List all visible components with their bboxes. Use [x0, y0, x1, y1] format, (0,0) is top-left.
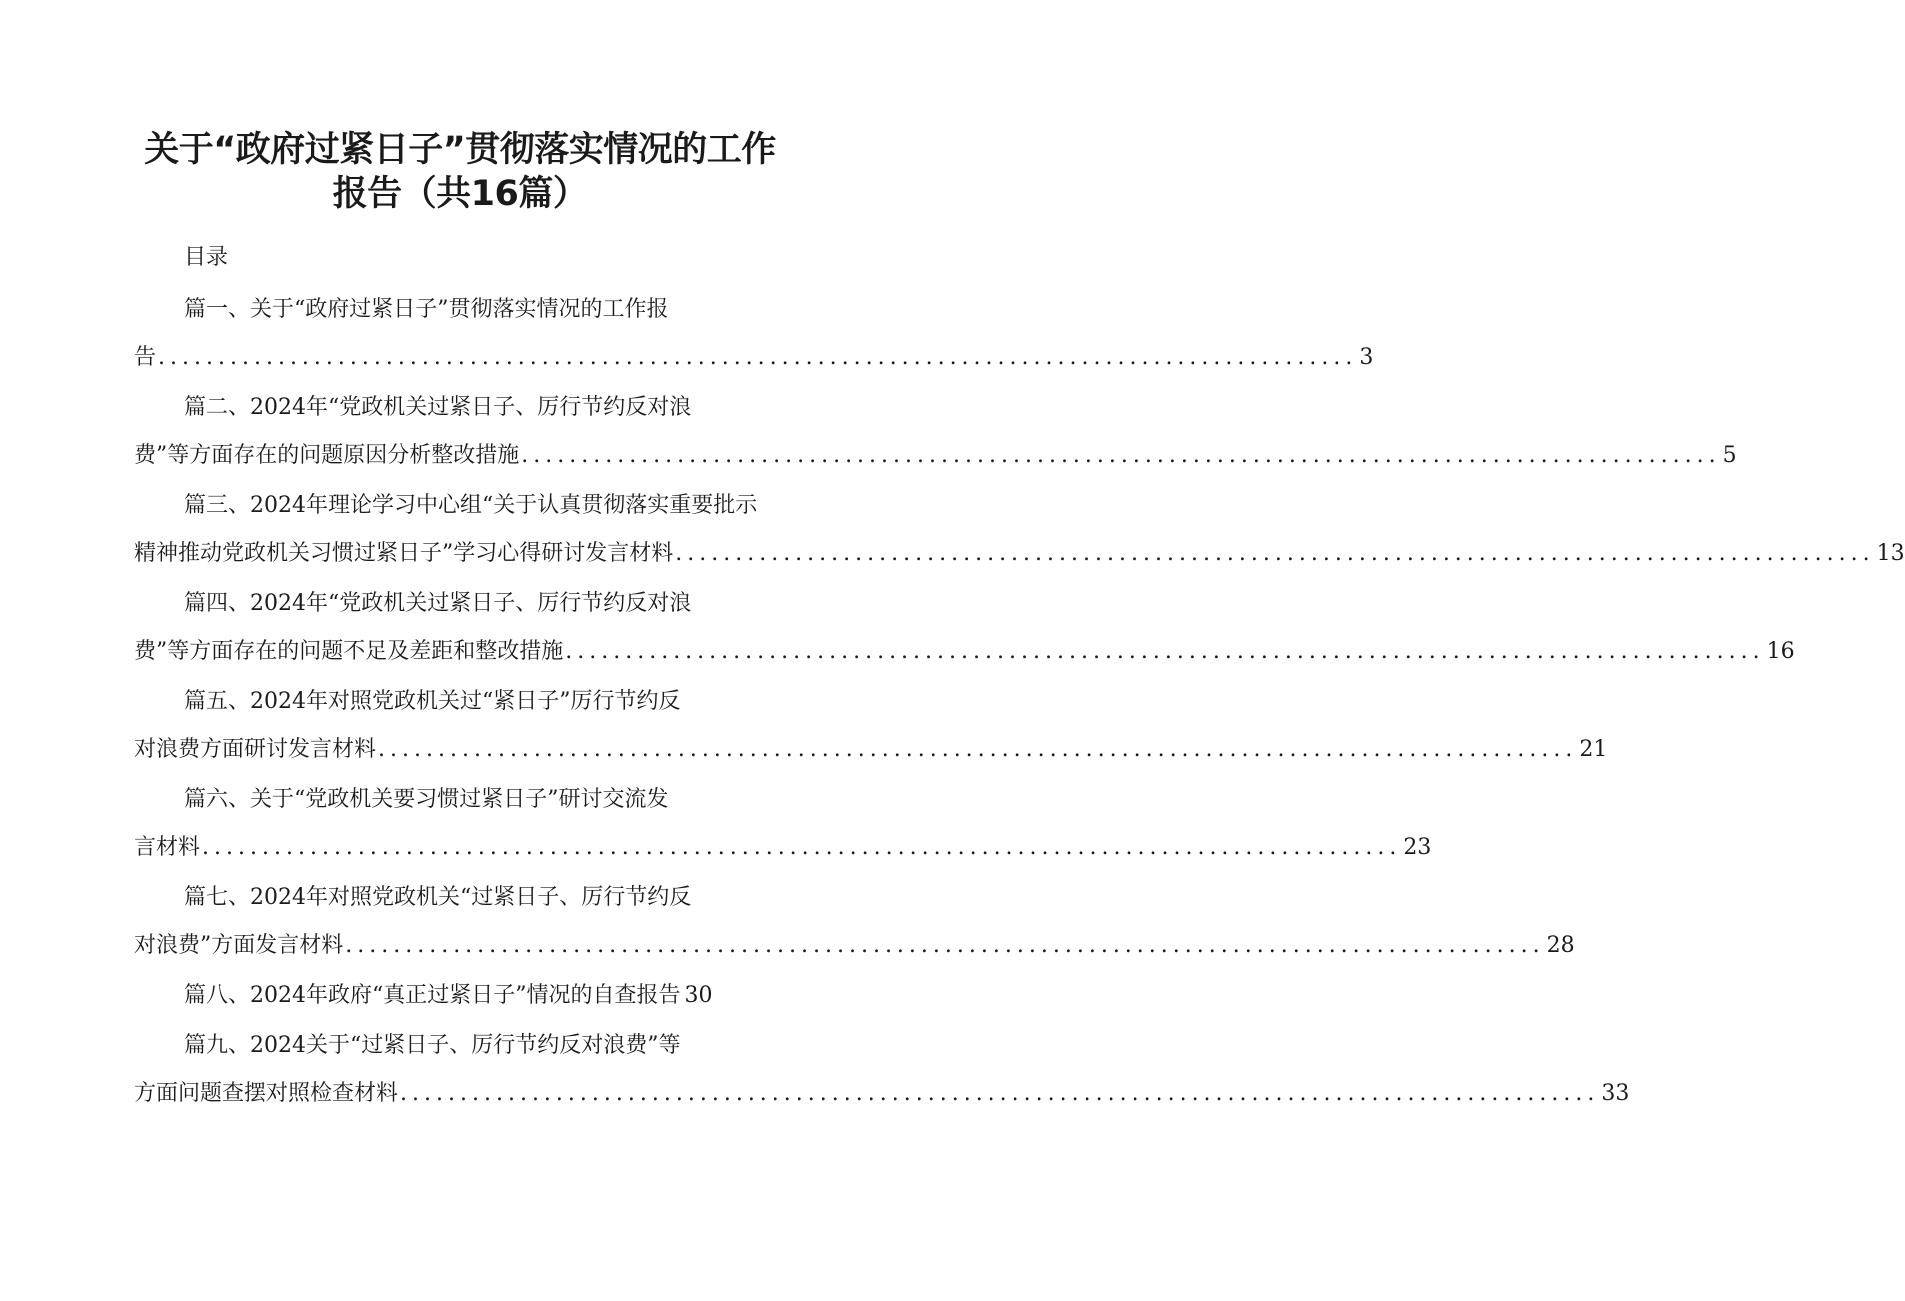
toc-entry-6-line-2[interactable] — [134, 830, 1432, 866]
toc-entry-5-line-1[interactable]: 篇五、2024年对照党政机关过“紧日子”厉行节约反 — [184, 689, 681, 714]
toc-leader-dots: .................................................................................................... — [521, 443, 1721, 468]
toc-entry-1-line-1[interactable]: 篇一、关于“政府过紧日子”贯彻落实情况的工作报 — [184, 297, 669, 322]
toc-entry-4-line-2[interactable] — [134, 634, 1795, 670]
toc-entry-5-line-2[interactable] — [134, 732, 1608, 768]
toc-leader-dots: .................................................................................................... — [378, 737, 1578, 762]
toc-entry-6-line-1[interactable]: 篇六、关于“党政机关要习惯过紧日子”研讨交流发 — [184, 787, 669, 812]
toc-entry-text: 对浪费方面研讨发言材料 — [134, 737, 377, 762]
toc-entry-4-line-1[interactable]: 篇四、2024年“党政机关过紧日子、厉行节约反对浪 — [184, 591, 692, 616]
toc-entry-3-line-2[interactable] — [134, 536, 1905, 572]
toc-entry-7-line-1[interactable]: 篇七、2024年对照党政机关“过紧日子、厉行节约反 — [184, 885, 692, 910]
toc-page-number: 33 — [1601, 1081, 1630, 1106]
toc-entry-2-line-1[interactable]: 篇二、2024年“党政机关过紧日子、厉行节约反对浪 — [184, 395, 692, 420]
toc-entry-text: 篇八、2024年政府“真正过紧日子”情况的自查报告 — [184, 983, 681, 1008]
toc-entry-8-line-1[interactable] — [184, 978, 762, 1014]
toc-page-number: 30 — [684, 983, 713, 1008]
toc-entry-9-line-2[interactable] — [134, 1076, 1630, 1112]
toc-entry-text: 方面问题查摆对照检查材料 — [134, 1081, 399, 1106]
toc-page-number: 5 — [1722, 443, 1737, 468]
toc-page-number: 16 — [1766, 639, 1795, 664]
toc-entry-text: 费”等方面存在的问题原因分析整改措施 — [134, 443, 520, 468]
toc-leader-dots: .................................................................................................... — [400, 1081, 1600, 1106]
toc-page-number: 13 — [1876, 541, 1905, 566]
toc-entry-3-line-1[interactable]: 篇三、2024年理论学习中心组“关于认真贯彻落实重要批示 — [184, 493, 758, 518]
document-title-line-1: 关于“政府过紧日子”贯彻落实情况的工作 — [144, 130, 776, 170]
toc-entry-text: 对浪费”方面发言材料 — [134, 933, 344, 958]
toc-page-number: 28 — [1546, 933, 1575, 958]
toc-leader-dots: .................................................................................................... — [158, 345, 1358, 370]
toc-leader-dots: .................................................................................................... — [345, 933, 1545, 958]
toc-heading: 目录 — [184, 245, 229, 270]
toc-page-number: 3 — [1359, 345, 1374, 370]
toc-entry-9-line-1[interactable]: 篇九、2024关于“过紧日子、厉行节约反对浪费”等 — [184, 1033, 681, 1058]
toc-entry-7-line-2[interactable] — [134, 928, 1575, 964]
toc-leader-dots: .................................................................................................... — [675, 541, 1875, 566]
toc-entry-text: 费”等方面存在的问题不足及差距和整改措施 — [134, 639, 564, 664]
toc-entry-text: 告 — [134, 345, 157, 370]
toc-leader-dots: .................................................................................................... — [202, 835, 1402, 860]
toc-leader-dots: .................................................................................................... — [565, 639, 1765, 664]
toc-entry-text: 精神推动党政机关习惯过紧日子”学习心得研讨发言材料 — [134, 541, 674, 566]
toc-page-number: 21 — [1579, 737, 1608, 762]
toc-page-number: 23 — [1403, 835, 1432, 860]
toc-entry-1-line-2[interactable] — [134, 340, 1374, 376]
document-title-line-2: 报告（共16篇） — [332, 174, 588, 214]
toc-entry-2-line-2[interactable] — [134, 438, 1737, 474]
toc-entry-text: 言材料 — [134, 835, 201, 860]
